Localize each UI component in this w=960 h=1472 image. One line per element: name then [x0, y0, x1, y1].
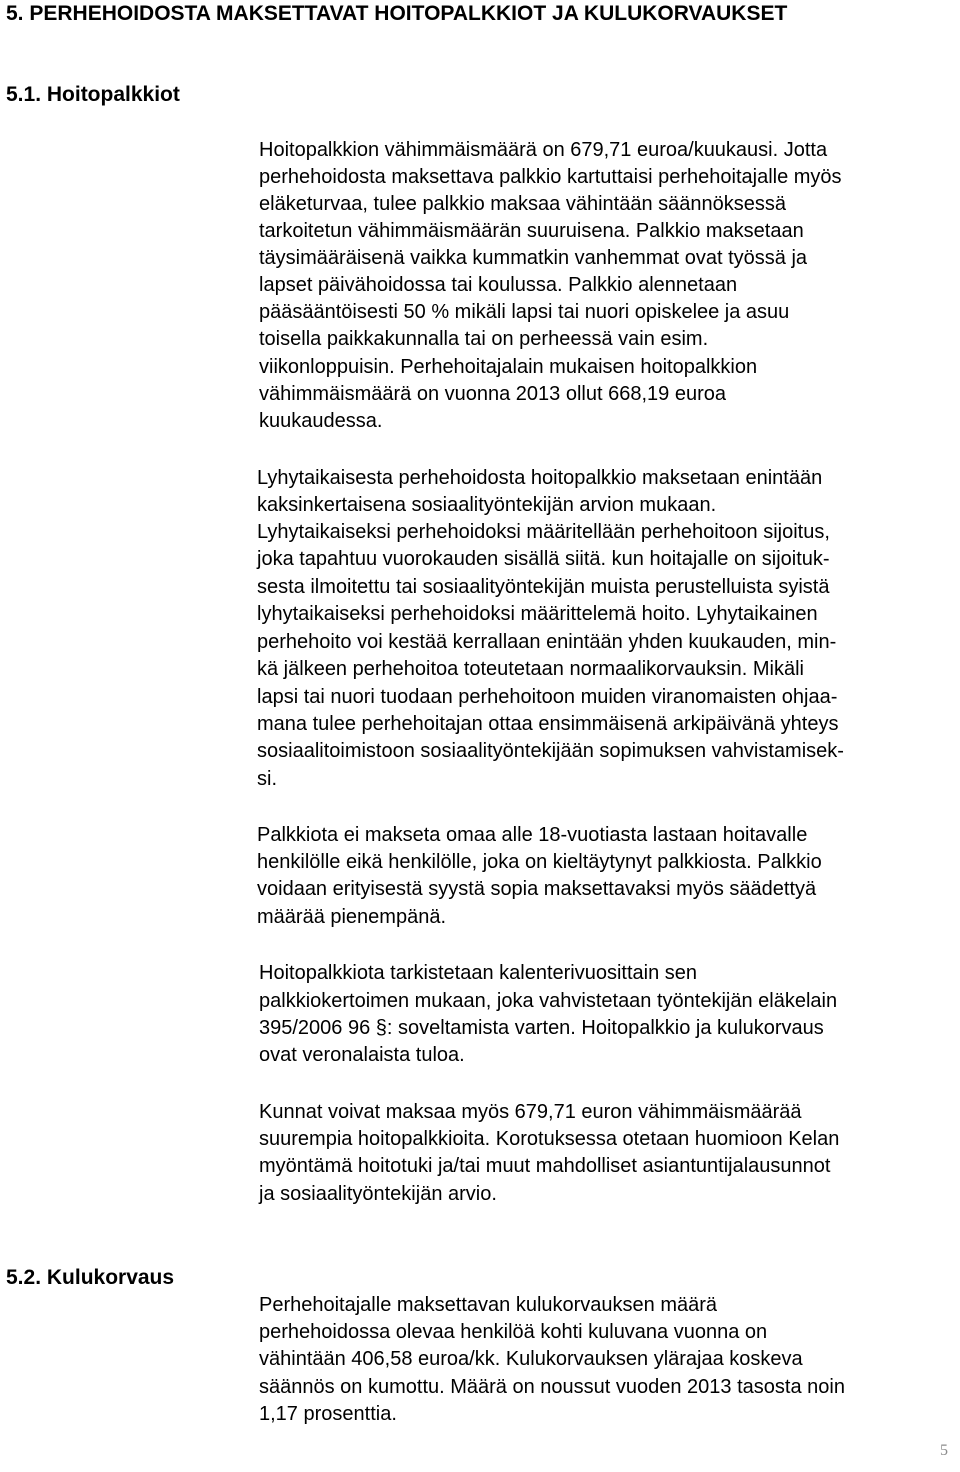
- text-line: kä jälkeen perhehoitoa toteutetaan normaalikorvauksin. Mikäli: [257, 658, 804, 680]
- text-line: Lyhytaikaisesta perhehoidosta hoitopalkkio maksetaan enintään: [257, 467, 823, 489]
- text-line: palkkiokertoimen mukaan, joka vahvistetaan työntekijän eläkelain: [259, 990, 838, 1012]
- section-title: 5. PERHEHOIDOSTA MAKSETTAVAT HOITOPALKKIOT JA KULUKORVAUKSET: [6, 2, 788, 25]
- text-line: toisella paikkakunnalla tai on perheessä vain esim.: [259, 328, 709, 350]
- text-line: sosiaalitoimistoon sosiaalityöntekijään sopimuksen vahvistamisek-: [257, 740, 844, 762]
- text-line: vähintään 406,58 euroa/kk. Kulukorvauksen ylärajaa koskeva: [259, 1348, 803, 1370]
- text-line: Hoitopalkkiota tarkistetaan kalenterivuosittain sen: [259, 962, 698, 984]
- text-line: täysimääräisenä vaikka kummatkin vanhemmat ovat työssä ja: [259, 247, 808, 269]
- text-line: kuukaudessa.: [259, 410, 383, 432]
- subsection-title-hoitopalkkiot: 5.1. Hoitopalkkiot: [6, 83, 180, 106]
- text-line: Kunnat voivat maksaa myös 679,71 euron vähimmäismäärää: [259, 1101, 802, 1123]
- text-line: 1,17 prosenttia.: [259, 1403, 397, 1425]
- text-line: perhehoidosta maksettava palkkio kartuttaisi perhehoitajalle myös: [259, 166, 842, 188]
- text-line: myöntämä hoitotuki ja/tai muut mahdolliset asiantuntijalausunnot: [259, 1155, 831, 1177]
- text-line: ja sosiaalityöntekijän arvio.: [259, 1183, 497, 1205]
- text-line: Hoitopalkkion vähimmäismäärä on 679,71 euroa/kuukausi. Jotta: [259, 139, 828, 161]
- text-line: pääsääntöisesti 50 % mikäli lapsi tai nuori opiskelee ja asuu: [259, 301, 790, 323]
- text-line: ovat veronalaista tuloa.: [259, 1044, 465, 1066]
- text-line: kaksinkertaisena sosiaalityöntekijän arvion mukaan.: [257, 494, 717, 516]
- text-line: viikonloppuisin. Perhehoitajalain mukaisen hoitopalkkion: [259, 356, 758, 378]
- text-line: tarkoitetun vähimmäismäärän suuruisena. Palkkio maksetaan: [259, 220, 804, 242]
- text-line: perhehoidossa olevaa henkilöä kohti kuluvana vuonna on: [259, 1321, 768, 1343]
- text-line: määrää pienempänä.: [257, 906, 447, 928]
- text-line: Perhehoitajalle maksettavan kulukorvauksen määrä: [259, 1294, 718, 1316]
- text-line: Lyhytaikaiseksi perhehoidoksi määritellään perhehoitoon sijoitus,: [257, 521, 830, 543]
- text-line: vähimmäismäärä on vuonna 2013 ollut 668,19 euroa: [259, 383, 726, 405]
- text-line: henkilölle eikä henkilölle, joka on kieltäytynyt palkkiosta. Palkkio: [257, 851, 822, 873]
- text-line: suurempia hoitopalkkioita. Korotuksessa otetaan huomioon Kelan: [259, 1128, 840, 1150]
- text-line: joka tapahtuu vuorokauden sisällä siitä. kun hoitajalle on sijoituk-: [257, 548, 830, 570]
- text-line: mana tulee perhehoitajan ottaa ensimmäisenä arkipäivänä yhteys: [257, 713, 839, 735]
- subsection-title-kulukorvaus: 5.2. Kulukorvaus: [6, 1266, 175, 1289]
- text-line: lapset päivähoidossa tai koulussa. Palkkio alennetaan: [259, 274, 738, 296]
- text-line: eläketurvaa, tulee palkkio maksaa vähintään säännöksessä: [259, 193, 786, 215]
- text-line: lyhytaikaiseksi perhehoidoksi määrittelemä hoito. Lyhytaikainen: [257, 603, 818, 625]
- text-line: Palkkiota ei makseta omaa alle 18-vuotiasta lastaan hoitavalle: [257, 824, 808, 846]
- text-line: säännös on kumottu. Määrä on noussut vuoden 2013 tasosta noin: [259, 1376, 845, 1398]
- text-line: si.: [257, 768, 277, 790]
- text-line: lapsi tai nuori tuodaan perhehoitoon muiden viranomaisten ohjaa-: [257, 686, 838, 708]
- text-line: sesta ilmoitettu tai sosiaalityöntekijän muista perustelluista syistä: [257, 576, 830, 598]
- text-line: perhehoito voi kestää kerrallaan enintään yhden kuukauden, min-: [257, 631, 837, 653]
- text-line: voidaan erityisestä syystä sopia maksettavaksi myös säädettyä: [257, 878, 817, 900]
- page-number: 5: [940, 1442, 948, 1459]
- text-line: 395/2006 96 §: soveltamista varten. Hoitopalkkio ja kulukorvaus: [259, 1017, 824, 1039]
